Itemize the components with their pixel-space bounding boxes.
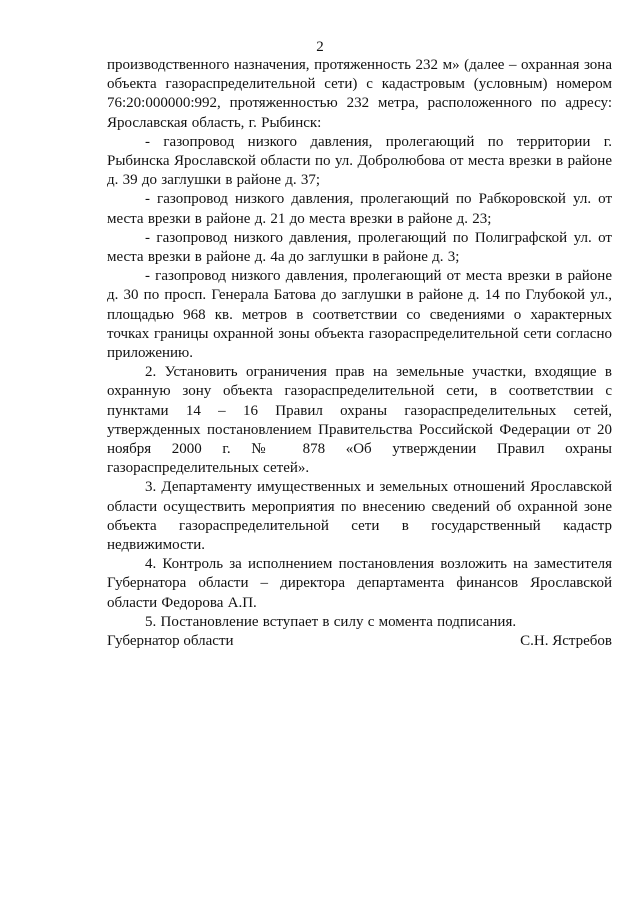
paragraph-item-5: 5. Постановление вступает в силу с момента подписания. (145, 613, 517, 630)
page-number: 2 (316, 39, 324, 55)
signatory-name: С.Н. Ястребов (520, 633, 612, 649)
paragraph-item-4: 4. Контроль за исполнением постановления возложить на заместителя Губернатора области – директора департамента финансов Ярославской области Федорова А.П. (107, 556, 612, 611)
paragraph-pipeline-rabkorovskaya: - газопровод низкого давления, пролегающий по Рабкоровской ул. от места врезки в районе д. 21 до места врезки в районе д. 23; (107, 191, 612, 227)
document-body (107, 56, 612, 632)
paragraph-pipeline-batova: - газопровод низкого давления, пролегающий от места врезки в районе д. 30 по просп. Генерала Батова до заглушки в районе д. 14 по Глубокой ул., площадью 968 кв. метров в соответствии со сведениями о характерных точках границы охранной зоны объекта газораспределительной сети согласно приложению. (107, 268, 612, 362)
paragraph-pipeline-dobrolyubova: - газопровод низкого давления, пролегающий по территории г. Рыбинска Ярославской области по ул. Добролюбова от места врезки в районе д. 39 до заглушки в районе д. 37; (107, 133, 612, 189)
signature-block (107, 632, 612, 651)
signatory-title: Губернатор области (107, 633, 234, 649)
paragraph-continuation: производственного назначения, протяженность 232 м» (далее – охранная зона объекта газораспределительной сети) с кадастровым (условным) номером 76:20:000000:992, протяженностью 232 метра, расположенного по адресу: Ярославская область, г. Рыбинск: (107, 57, 612, 131)
paragraph-item-2: 2. Установить ограничения прав на земельные участки, входящие в охранную зону объекта газораспределительной сети, в соответствии с пунктами 14 – 16 Правил охраны газораспределительных сетей, утвержденных постановлением Правительства Российской Федерации от 20 ноября 2000 г. № 878 «Об утверждении Правил охраны газораспределительных сетей». (107, 364, 612, 477)
paragraph-item-3: 3. Департаменту имущественных и земельных отношений Ярославской области осуществить мероприятия по внесению сведений об охранной зоне объекта газораспределительной сети в государственный кадастр недвижимости. (107, 479, 612, 554)
paragraph-pipeline-poligrafskaya: - газопровод низкого давления, пролегающий по Полиграфской ул. от места врезки в районе д. 4а до заглушки в районе д. 3; (107, 229, 612, 266)
